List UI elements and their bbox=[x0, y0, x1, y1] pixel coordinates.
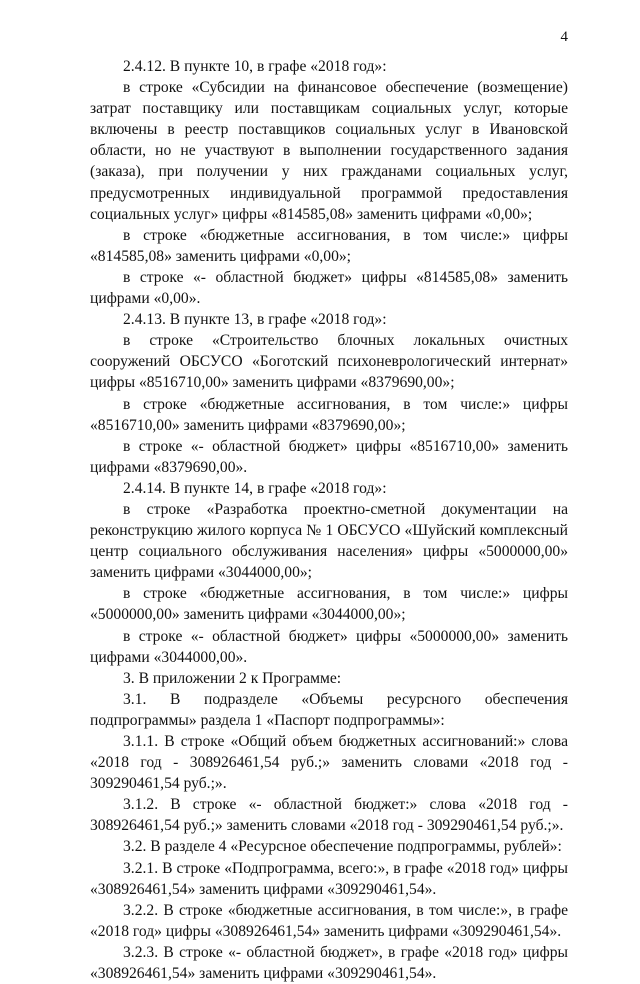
amendment-paragraph: в строке «Субсидии на финансовое обеспечение (возмещение) затрат поставщику или поставщикам социальных услуг, которые включены в реестр поставщиков социальных услуг в Ивановской области, но не участвуют в выполнении государственного задания (заказа), при получении у них гражданами социальных услуг, предусмотренных индивидуальной программой предоставления социальных услуг» цифры «814585,08» заменить цифрами «0,00»; bbox=[90, 79, 568, 223]
item-heading-2-4-12: 2.4.12. В пункте 10, в графе «2018 год»: bbox=[123, 58, 387, 75]
amendment-paragraph: в строке «Разработка проектно-сметной документации на реконструкцию жилого корпуса № 1 ОБСУСО «Шуйский комплексный центр социального обслуживания населения» цифры «5000000,00» заменить цифрами «3044000,00»; bbox=[90, 500, 568, 582]
document-body bbox=[90, 56, 568, 984]
amendment-paragraph: в строке «Строительство блочных локальных очистных сооружений ОБСУСО «Боготский психоневрологический интернат» цифры «8516710,00» заменить цифрами «8379690,00»; bbox=[90, 332, 568, 392]
amendment-paragraph: в строке «- областной бюджет» цифры «8516710,00» заменить цифрами «8379690,00». bbox=[90, 437, 568, 476]
amendment-paragraph: в строке «бюджетные ассигнования, в том числе:» цифры «8516710,00» заменить цифрами «8379690,00»; bbox=[90, 395, 568, 434]
amendment-paragraph: в строке «бюджетные ассигнования, в том числе:» цифры «814585,08» заменить цифрами «0,00»; bbox=[90, 226, 568, 265]
item-heading-3-2: 3.2. В разделе 4 «Ресурсное обеспечение подпрограммы, рублей»: bbox=[123, 838, 562, 856]
amendment-paragraph: 3.1. В подразделе «Объемы ресурсного обеспечения подпрограммы» раздела 1 «Паспорт подпрограммы»: bbox=[90, 690, 568, 729]
amendment-paragraph: 3.2.1. В строке «Подпрограмма, всего:», в графе «2018 год» цифры «308926461,54» заменить цифрами «309290461,54». bbox=[90, 859, 568, 898]
amendment-paragraph: 3.2.2. В строке «бюджетные ассигнования, в том числе:», в графе «2018 год» цифры «308926461,54» заменить цифрами «309290461,54». bbox=[90, 901, 568, 940]
amendment-paragraph: в строке «- областной бюджет» цифры «814585,08» заменить цифрами «0,00». bbox=[90, 268, 568, 308]
page-number: 4 bbox=[560, 29, 568, 45]
item-heading-2-4-13: 2.4.13. В пункте 13, в графе «2018 год»: bbox=[123, 311, 387, 329]
amendment-paragraph: 3.1.2. В строке «- областной бюджет:» слова «2018 год - 308926461,54 руб.;» заменить словами «2018 год - 309290461,54 руб.;». bbox=[90, 796, 568, 835]
item-heading-3: 3. В приложении 2 к Программе: bbox=[123, 669, 342, 687]
amendment-paragraph: 3.2.3. В строке «- областной бюджет», в графе «2018 год» цифры «308926461,54» заменить цифрами «309290461,54». bbox=[90, 943, 568, 983]
amendment-paragraph: 3.1.1. В строке «Общий объем бюджетных ассигнований:» слова «2018 год - 308926461,54 руб.;» заменить словами «2018 год - 309290461,54 руб.;». bbox=[90, 733, 568, 793]
amendment-paragraph: в строке «бюджетные ассигнования, в том числе:» цифры «5000000,00» заменить цифрами «3044000,00»; bbox=[90, 585, 568, 624]
item-heading-2-4-14: 2.4.14. В пункте 14, в графе «2018 год»: bbox=[123, 479, 387, 497]
amendment-paragraph: в строке «- областной бюджет» цифры «5000000,00» заменить цифрами «3044000,00». bbox=[90, 627, 568, 666]
